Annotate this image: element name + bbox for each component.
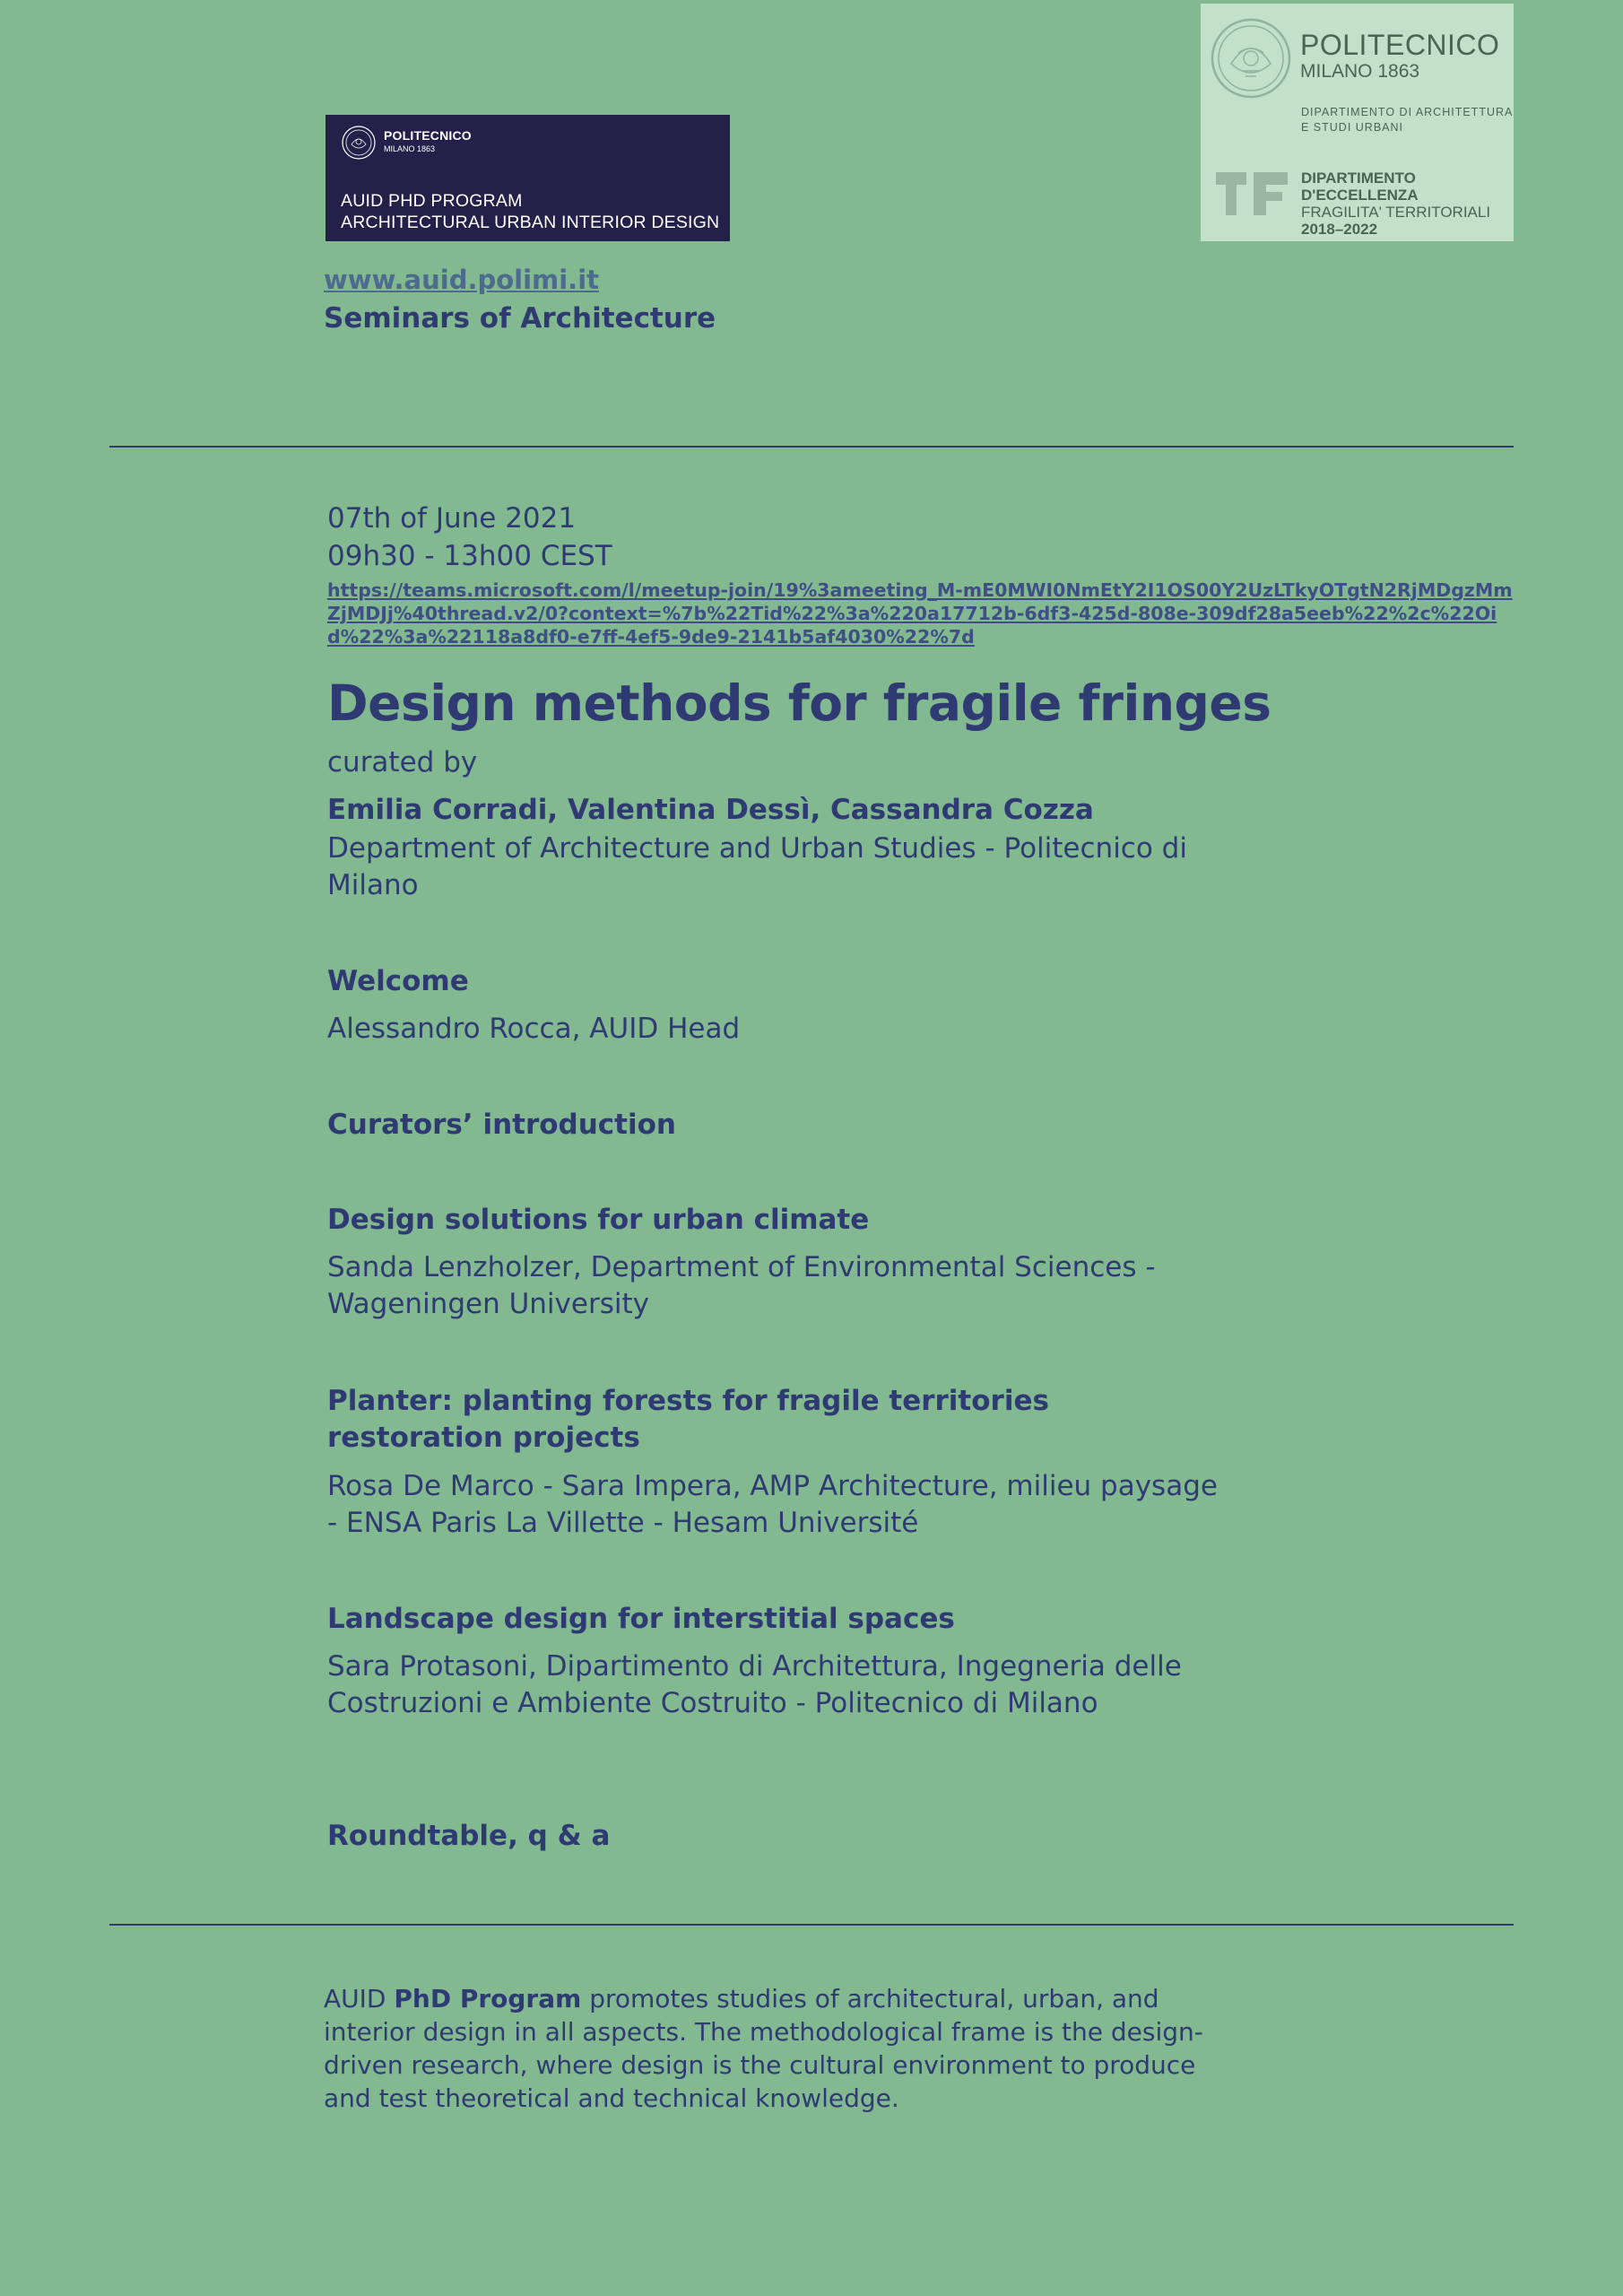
dept-logo-excellence-line2: D'ECCELLENZA: [1301, 187, 1419, 204]
program-box-org-sub: MILANO 1863: [384, 144, 436, 153]
politecnico-seal-icon: [341, 125, 377, 161]
event-date: 07th of June 2021: [327, 502, 577, 535]
welcome-speaker: Alessandro Rocca, AUID Head: [327, 1013, 741, 1045]
series-title: Seminars of Architecture: [324, 302, 716, 335]
curated-by-label: curated by: [327, 746, 478, 778]
website-link[interactable]: www.auid.polimi.it: [324, 265, 600, 295]
urban-climate-speaker: Sanda Lenzholzer, Department of Environmental Sciences - Wageningen University: [327, 1251, 1156, 1320]
dept-logo-excellence-line3: FRAGILITA' TERRITORIALI: [1301, 204, 1491, 221]
dept-logo-org-name: POLITECNICO: [1300, 29, 1500, 61]
curators-department: Department of Architecture and Urban Studies - Politecnico di Milano: [327, 832, 1187, 901]
dept-logo-excellence-line1: DIPARTIMENTO: [1301, 170, 1416, 187]
auid-program-logo: [325, 115, 730, 241]
politecnico-seal-icon: [1210, 17, 1292, 100]
program-description-rest: promotes studies of architectural, urban, and interior design in all aspects. The methodological frame is the design-driven research, where design is the cultural environment to produce and test theoretical and technical knowledge.: [324, 1984, 1203, 2113]
curators-names: Emilia Corradi, Valentina Dessì, Cassandra Cozza: [327, 794, 1094, 826]
meeting-link[interactable]: [327, 578, 1520, 648]
urban-climate-title: Design solutions for urban climate: [327, 1204, 870, 1236]
bottom-divider: [109, 1924, 1514, 1926]
program-box-line2: ARCHITECTURAL URBAN INTERIOR DESIGN: [341, 213, 720, 232]
roundtable-title: Roundtable, q & a: [327, 1820, 611, 1852]
tf-excellence-icon: [1216, 172, 1288, 215]
dept-logo-dept-line2: E STUDI URBANI: [1301, 121, 1404, 134]
event-time: 09h30 - 13h00 CEST: [327, 540, 612, 572]
landscape-design-title: Landscape design for interstitial spaces: [327, 1603, 955, 1635]
program-description: [324, 1982, 1220, 2115]
planter-speaker: Rosa De Marco - Sara Impera, AMP Architecture, milieu paysage - ENSA Paris La Villette - Hesam Université: [327, 1470, 1218, 1539]
planter-title: Planter: planting forests for fragile territories restoration projects: [327, 1385, 1049, 1454]
meeting-link-text[interactable]: https://teams.microsoft.com/l/meetup-join/19%3ameeting_M-mE0MWI0NmEtY2I1OS00Y2UzLTkyOTgtN2RjMDgzMmZjMDJj%40thread.v2/0?context=%7b%22Tid%22%3a%220a17712b-6df3-425d-808e-309df28a5eeb%22%2c%22Oid%22%3a%22118a8df0-e7ff-4ef5-9de9-2141b5af4030%22%7d: [327, 579, 1513, 648]
welcome-title: Welcome: [327, 965, 469, 997]
program-description-prefix: AUID: [324, 1984, 395, 2013]
curators-introduction-title: Curators’ introduction: [327, 1109, 676, 1141]
program-description-bold: PhD Program: [394, 1984, 582, 2013]
landscape-design-speaker: Sara Protasoni, Dipartimento di Architettura, Ingegneria delle Costruzioni e Ambiente Costruito - Politecnico di Milano: [327, 1650, 1182, 1719]
program-box-org-name: POLITECNICO: [384, 128, 472, 143]
program-box-line1: AUID PHD PROGRAM: [341, 191, 523, 211]
dept-logo-excellence-years: 2018–2022: [1301, 221, 1378, 238]
dept-logo-org-sub: MILANO 1863: [1300, 61, 1420, 82]
event-title: Design methods for fragile fringes: [327, 674, 1271, 732]
dept-logo-dept-line1: DIPARTIMENTO DI ARCHITETTURA: [1301, 106, 1514, 118]
department-logo: [1201, 4, 1514, 241]
top-divider: [109, 446, 1514, 448]
